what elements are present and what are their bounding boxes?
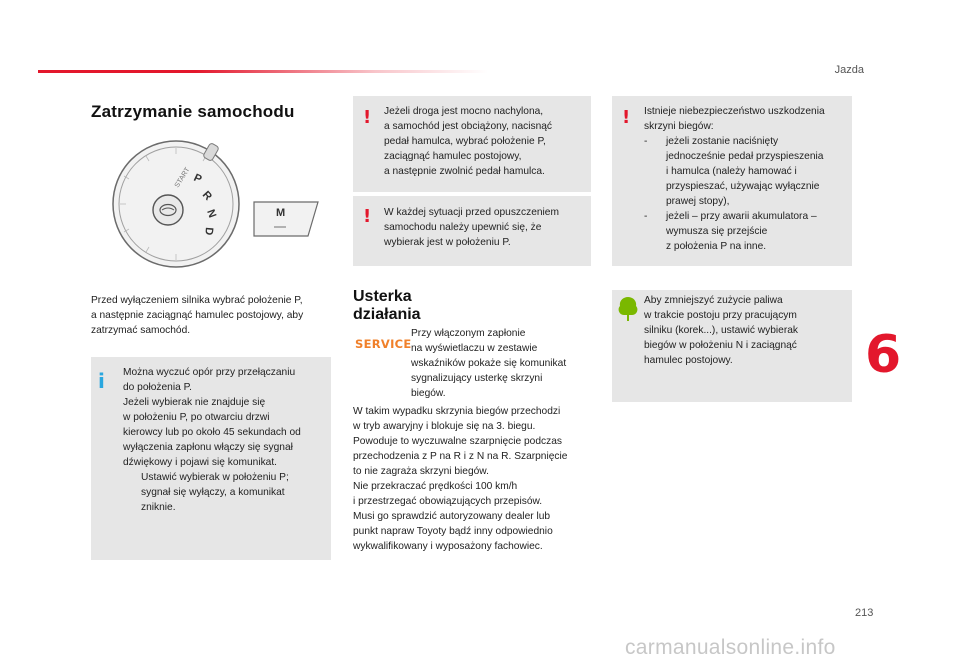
- knob-letter-p: P: [191, 171, 204, 186]
- eco-tree-icon: [617, 296, 639, 322]
- text-line: sygnalizujący usterkę skrzyni: [411, 373, 543, 384]
- section-label: Jazda: [834, 64, 864, 76]
- warning-text: [384, 104, 589, 179]
- text-line: skrzyni biegów:: [644, 121, 714, 132]
- knob-start-label: START: [173, 166, 192, 190]
- warning-box-gearbox: [612, 96, 852, 266]
- text-line: pedał hamulca, wybrać położenie P,: [384, 136, 546, 147]
- warning-icon: !: [622, 107, 631, 128]
- text-line: wyłączenia zapłonu włączy się sygnał: [123, 442, 293, 453]
- text-line: Musi go sprawdzić autoryzowany dealer lub: [353, 511, 551, 522]
- text-line: punkt napraw Toyoty bądź inny odpowiednio: [353, 526, 553, 537]
- text-line: a samochód jest obciążony, nacisnąć: [384, 121, 552, 132]
- text-line: wybierak jest w położeniu P.: [384, 237, 511, 248]
- knob-letter-n: N: [204, 207, 219, 220]
- text-line: w trakcie postoju przy pracującym: [644, 310, 797, 321]
- text-line: w położeniu P, po otwarciu drzwi: [123, 412, 270, 423]
- text-line: hamulec postojowy.: [644, 355, 733, 366]
- chapter-number: 6: [865, 325, 902, 385]
- text-line: prawej stopy),: [666, 196, 730, 207]
- page-number: 213: [855, 607, 874, 619]
- list-item: [644, 134, 850, 209]
- start-button: [153, 195, 183, 225]
- text-line: do położenia P.: [123, 382, 192, 393]
- text-line: na wyświetlaczu w zestawie: [411, 343, 538, 354]
- text-line: Powoduje to wyczuwalne szarpnięcie podczas: [353, 436, 562, 447]
- text-line: w tryb awaryjny i blokuje się na 3. biegu.: [353, 421, 536, 432]
- text-line: zniknie.: [141, 502, 176, 513]
- text-line: przechodzenia z P na R i z N na R. Szarpnięcie: [353, 451, 568, 462]
- header-accent-bar: [38, 70, 488, 73]
- text-line: jednocześnie pedał przyspieszenia: [666, 151, 824, 162]
- section-title-line: Usterka: [353, 288, 412, 305]
- text-line: a następnie zaciągnąć hamulec postojowy, aby: [91, 310, 304, 321]
- m-button: [254, 202, 318, 236]
- section-title-malfunction: [353, 288, 473, 324]
- list-dash: -: [644, 136, 648, 147]
- text-line: Jeżeli wybierak nie znajduje się: [123, 397, 266, 408]
- text-line: wskaźników pokaże się komunikat: [411, 358, 567, 369]
- list-item: [644, 209, 850, 254]
- text-line: zaciągnąć hamulec postojowy,: [384, 151, 522, 162]
- warning-box-slope: [353, 96, 591, 192]
- eco-tip-box: [612, 290, 852, 402]
- warning-text: [644, 104, 850, 254]
- text-line: sygnał się wyłączy, a komunikat: [141, 487, 285, 498]
- intro-paragraph: [91, 293, 341, 338]
- text-line: i przestrzegać obowiązujących przepisów.: [353, 496, 543, 507]
- text-line: Można wyczuć opór przy przełączaniu: [123, 367, 296, 378]
- text-line: biegów w położeniu N i zaciągnąć: [644, 340, 797, 351]
- text-line: zatrzymać samochód.: [91, 325, 191, 336]
- text-line: to nie zagraża skrzyni biegów.: [353, 466, 489, 477]
- knob-letter-d: D: [202, 226, 215, 236]
- text-line: kierowcy lub po około 45 sekundach od: [123, 427, 301, 438]
- text-line: Nie przekraczać prędkości 100 km/h: [353, 481, 518, 492]
- text-line: i hamulca (należy hamować i: [666, 166, 797, 177]
- page-title: Zatrzymanie samochodu: [91, 102, 295, 121]
- text-line: W takim wypadku skrzynia biegów przechodzi: [353, 406, 561, 417]
- malfunction-paragraph: [353, 404, 598, 554]
- gear-selector-illustration: [96, 140, 336, 270]
- text-line: Istnieje niebezpieczeństwo uszkodzenia: [644, 106, 825, 117]
- text-line: Przed wyłączeniem silnika wybrać położenie P,: [91, 295, 303, 306]
- text-line: wymusza się przejście: [666, 226, 768, 237]
- text-line: biegów.: [411, 388, 446, 399]
- list-dash: -: [644, 211, 648, 222]
- warning-box-leaving: [353, 196, 591, 266]
- text-line: Jeżeli droga jest mocno nachylona,: [384, 106, 544, 117]
- text-line: a następnie zwolnić pedał hamulca.: [384, 166, 545, 177]
- section-title-line: działania: [353, 306, 421, 323]
- info-text: [123, 365, 328, 515]
- warning-icon: !: [363, 206, 372, 227]
- text-line: jeżeli – przy awarii akumulatora –: [666, 211, 817, 222]
- service-paragraph: [411, 326, 596, 401]
- warning-list: [644, 134, 850, 254]
- info-box: [91, 357, 331, 560]
- text-line: przyspieszać, używając wyłącznie: [666, 181, 820, 192]
- warning-icon: !: [363, 107, 372, 128]
- text-line: Przy włączonym zapłonie: [411, 328, 526, 339]
- eco-text: [644, 293, 850, 368]
- text-line: samochodu należy upewnić się, że: [384, 222, 542, 233]
- text-line: z położenia P na inne.: [666, 241, 767, 252]
- text-line: jeżeli zostanie naciśnięty: [666, 136, 779, 147]
- warning-text: [384, 205, 589, 250]
- text-line: wykwalifikowany i wyposażony fachowiec.: [353, 541, 543, 552]
- watermark: carmanualsonline.info: [625, 636, 836, 659]
- text-line: Aby zmniejszyć zużycie paliwa: [644, 295, 783, 306]
- info-icon: i: [98, 369, 105, 393]
- text-line: silniku (korek...), ustawić wybierak: [644, 325, 798, 336]
- knob-letter-r: R: [199, 188, 215, 203]
- text-line: W każdej sytuacji przed opuszczeniem: [384, 207, 559, 218]
- text-line: Ustawić wybierak w położeniu P;: [141, 472, 289, 483]
- service-warning-icon: SERVICE: [355, 337, 412, 351]
- m-button-label: M: [276, 207, 286, 219]
- text-line: dźwiękowy i pojawi się komunikat.: [123, 457, 278, 468]
